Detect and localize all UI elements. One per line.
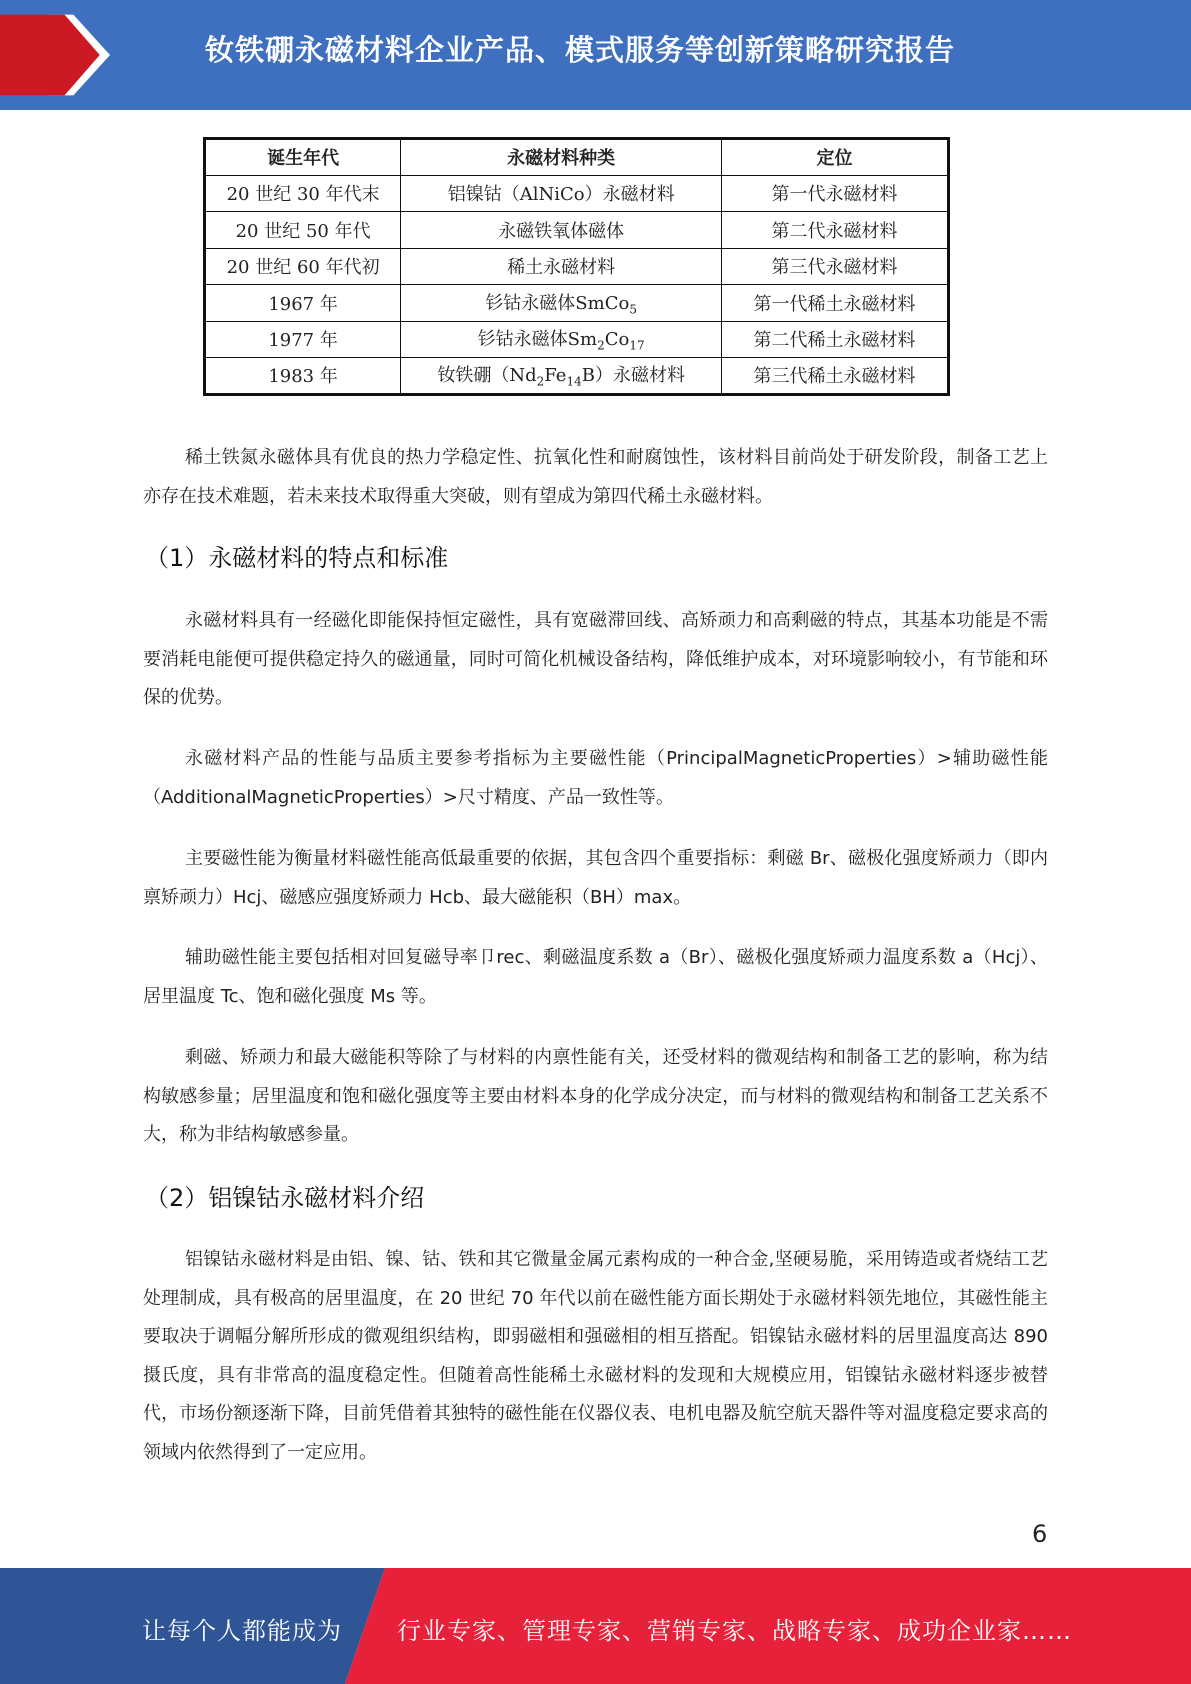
permanent-magnet-history-table xyxy=(203,137,950,396)
table-cell: 20 世纪 50 年代 xyxy=(205,212,401,249)
paragraph: 剩磁、矫顽力和最大磁能积等除了与材料的内禀性能有关，还受材料的微观结构和制备工艺的影响，称为结构敏感参量；居里温度和饱和磁化强度等主要由材料本身的化学成分决定，而与材料的微观结构和制备工艺关系不大，称为非结构敏感参量。 xyxy=(143,1047,1048,1145)
footer-slogan-left: 让每个人都能成为 xyxy=(142,1617,342,1645)
table-row xyxy=(205,248,949,285)
table-cell: 1967 年 xyxy=(205,285,401,322)
table-row xyxy=(205,321,949,358)
header-arrow-decoration xyxy=(0,0,110,110)
page-number: 6 xyxy=(1032,1520,1048,1548)
paragraph: 永磁材料具有一经磁化即能保持恒定磁性，具有宽磁滞回线、高矫顽力和高剩磁的特点，其基本功能是不需要消耗电能便可提供稳定持久的磁通量，同时可简化机械设备结构，降低维护成本，对环境影响较小，有节能和环保的优势。 xyxy=(143,610,1048,708)
report-title: 钕铁硼永磁材料企业产品、模式服务等创新策略研究报告 xyxy=(205,33,956,67)
paragraph: 铝镍钴永磁材料是由铝、镍、钴、铁和其它微量金属元素构成的一种合金,坚硬易脆，采用铸造或者烧结工艺处理制成，具有极高的居里温度，在 20 世纪 70 年代以前在磁性能方面长期处于永磁材料领先地位，其磁性能主要取决于调幅分解所形成的微观组织结构，即弱磁相和强磁相的相互搭配。铝镍钴永磁材料的居里温度高达 890 摄氏度，具有非常高的温度稳定性。但随着高性能稀土永磁材料的发现和大规模应用，铝镍钴永磁材料逐步被替代，市场份额逐渐下降，目前凭借着其独特的磁性能在仪器仪表、电机电器及航空航天器件等对温度稳定要求高的领域内依然得到了一定应用。 xyxy=(143,1249,1048,1463)
paragraph: 主要磁性能为衡量材料磁性能高低最重要的依据，其包含四个重要指标：剩磁 Br、磁极化强度矫顽力（即内禀矫顽力）Hcj、磁感应强度矫顽力 Hcb、最大磁能积（BH）max。 xyxy=(143,848,1048,908)
table-cell: 稀土永磁材料 xyxy=(401,248,722,285)
table-header-row xyxy=(205,139,949,176)
paragraph: 永磁材料产品的性能与品质主要参考指标为主要磁性能（PrincipalMagneticProperties）>辅助磁性能（AdditionalMagneticProperties）>尺寸精度、产品一致性等。 xyxy=(143,748,1048,808)
section-heading: （2）铝镍钴永磁材料介绍 xyxy=(145,1184,425,1212)
table-cell: 钕铁硼$(Nd_2Fe_{14}B)$永磁材料 xyxy=(401,358,722,395)
table-cell: 永磁铁氧体磁体 xyxy=(401,212,722,249)
table-row xyxy=(205,175,949,212)
table-cell: 第一代永磁材料 xyxy=(722,175,949,212)
table-cell: 第二代永磁材料 xyxy=(722,212,949,249)
table-cell: 钐钴永磁体$Sm_2Co_{17}$ xyxy=(401,321,722,358)
page-header xyxy=(0,0,1191,110)
table-row xyxy=(205,358,949,395)
table-cell: 第三代稀土永磁材料 xyxy=(722,358,949,395)
table-cell: 钐钴永磁体SmCo$_5$ xyxy=(401,285,722,322)
column-header-era: 诞生年代 xyxy=(205,139,401,176)
table-cell: 第三代永磁材料 xyxy=(722,248,949,285)
section-heading: （1）永磁材料的特点和标准 xyxy=(145,544,449,572)
page-footer xyxy=(0,1568,1191,1684)
footer-slogan-right: 行业专家、管理专家、营销专家、战略专家、成功企业家…… xyxy=(397,1617,1072,1645)
column-header-position: 定位 xyxy=(722,139,949,176)
table-row xyxy=(205,212,949,249)
table-cell: 铝镍钴（AlNiCo）永磁材料 xyxy=(401,175,722,212)
table-cell: 第二代稀土永磁材料 xyxy=(722,321,949,358)
column-header-material-type: 永磁材料种类 xyxy=(401,139,722,176)
paragraph: 辅助磁性能主要包括相对回复磁导率卩rec、剩磁温度系数 a（Br）、磁极化强度矫顽力温度系数 a（Hcj）、居里温度 Tc、饱和磁化强度 Ms 等。 xyxy=(143,947,1048,1007)
table-cell: 1977 年 xyxy=(205,321,401,358)
paragraph: 稀土铁氮永磁体具有优良的热力学稳定性、抗氧化性和耐腐蚀性，该材料目前尚处于研发阶段，制备工艺上亦存在技术难题，若未来技术取得重大突破，则有望成为第四代稀土永磁材料。 xyxy=(143,447,1048,507)
table-cell: 第一代稀土永磁材料 xyxy=(722,285,949,322)
table-row xyxy=(205,285,949,322)
table-cell: 20 世纪 60 年代初 xyxy=(205,248,401,285)
table-cell: 20 世纪 30 年代末 xyxy=(205,175,401,212)
table-cell: 1983 年 xyxy=(205,358,401,395)
